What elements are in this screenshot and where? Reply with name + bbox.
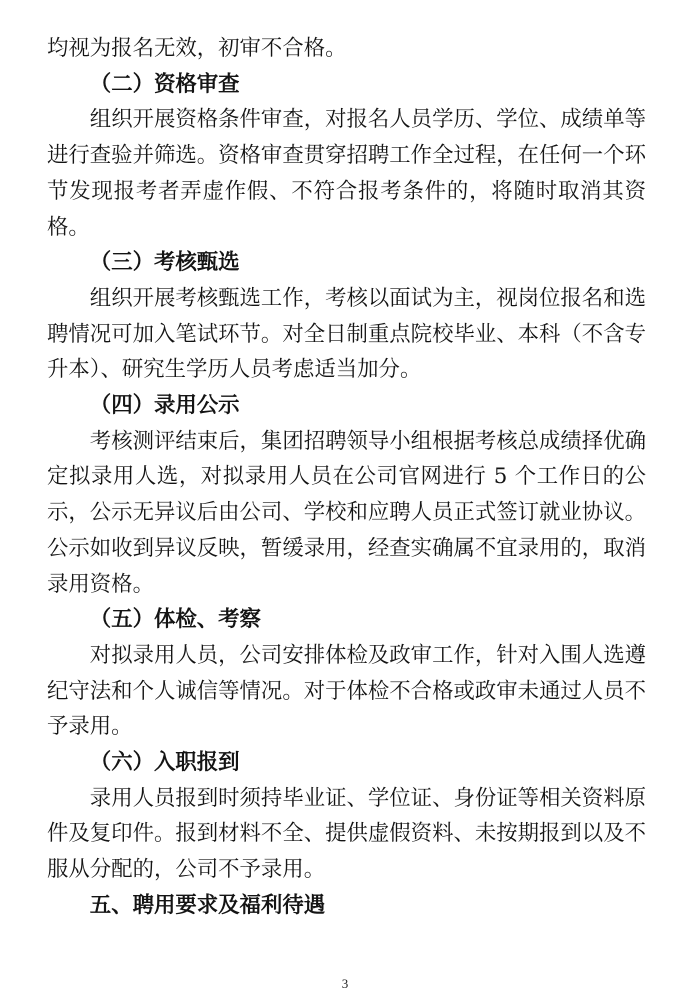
- major-section-heading-employment-benefits: 五、聘用要求及福利待遇: [89, 892, 326, 918]
- page-number: 3: [341, 976, 349, 991]
- section-body-qualification-review: 组织开展资格条件审查，对报名人员学历、学位、成绩单等进行查验并筛选。资格审查贯穿招聘工作全过程，在任何一个环节发现报考者弄虚作假、不符合报考条件的，将随时取消其资格。: [47, 107, 646, 240]
- section-heading-hiring-publicity: （四）录用公示: [89, 393, 240, 419]
- section-heading-assessment-selection: （三）考核甄选: [89, 250, 240, 276]
- section-body-physical-exam-inspection: 对拟录用人员，公司安排体检及政审工作，针对入围人选遵纪守法和个人诚信等情况。对于体检不合格或政审未通过人员不予录用。: [47, 642, 646, 740]
- section-heading-onboarding: （六）入职报到: [89, 750, 240, 776]
- document-content: [47, 31, 646, 924]
- section-body-hiring-publicity: 考核测评结束后，集团招聘领导小组根据考核总成绩择优确定拟录用人选，对拟录用人员在公司官网进行 5 个工作日的公示，公示无异议后由公司、学校和应聘人员正式签订就业协议。公示如收到异议反映，暂缓录用，经查实确属不宜录用的，取消录用资格。: [47, 428, 646, 597]
- section-heading-qualification-review: （二）资格审查: [89, 71, 240, 97]
- section-body-assessment-selection: 组织开展考核甄选工作，考核以面试为主，视岗位报名和选聘情况可加入笔试环节。对全日制重点院校毕业、本科（不含专升本）、研究生学历人员考虑适当加分。: [47, 285, 646, 383]
- continuation-paragraph: 均视为报名无效，初审不合格。: [47, 36, 347, 61]
- section-body-onboarding: 录用人员报到时须持毕业证、学位证、身份证等相关资料原件及复印件。报到材料不全、提供虚假资料、未按期报到以及不服从分配的，公司不予录用。: [47, 785, 646, 883]
- section-heading-physical-exam-inspection: （五）体检、考察: [89, 607, 261, 633]
